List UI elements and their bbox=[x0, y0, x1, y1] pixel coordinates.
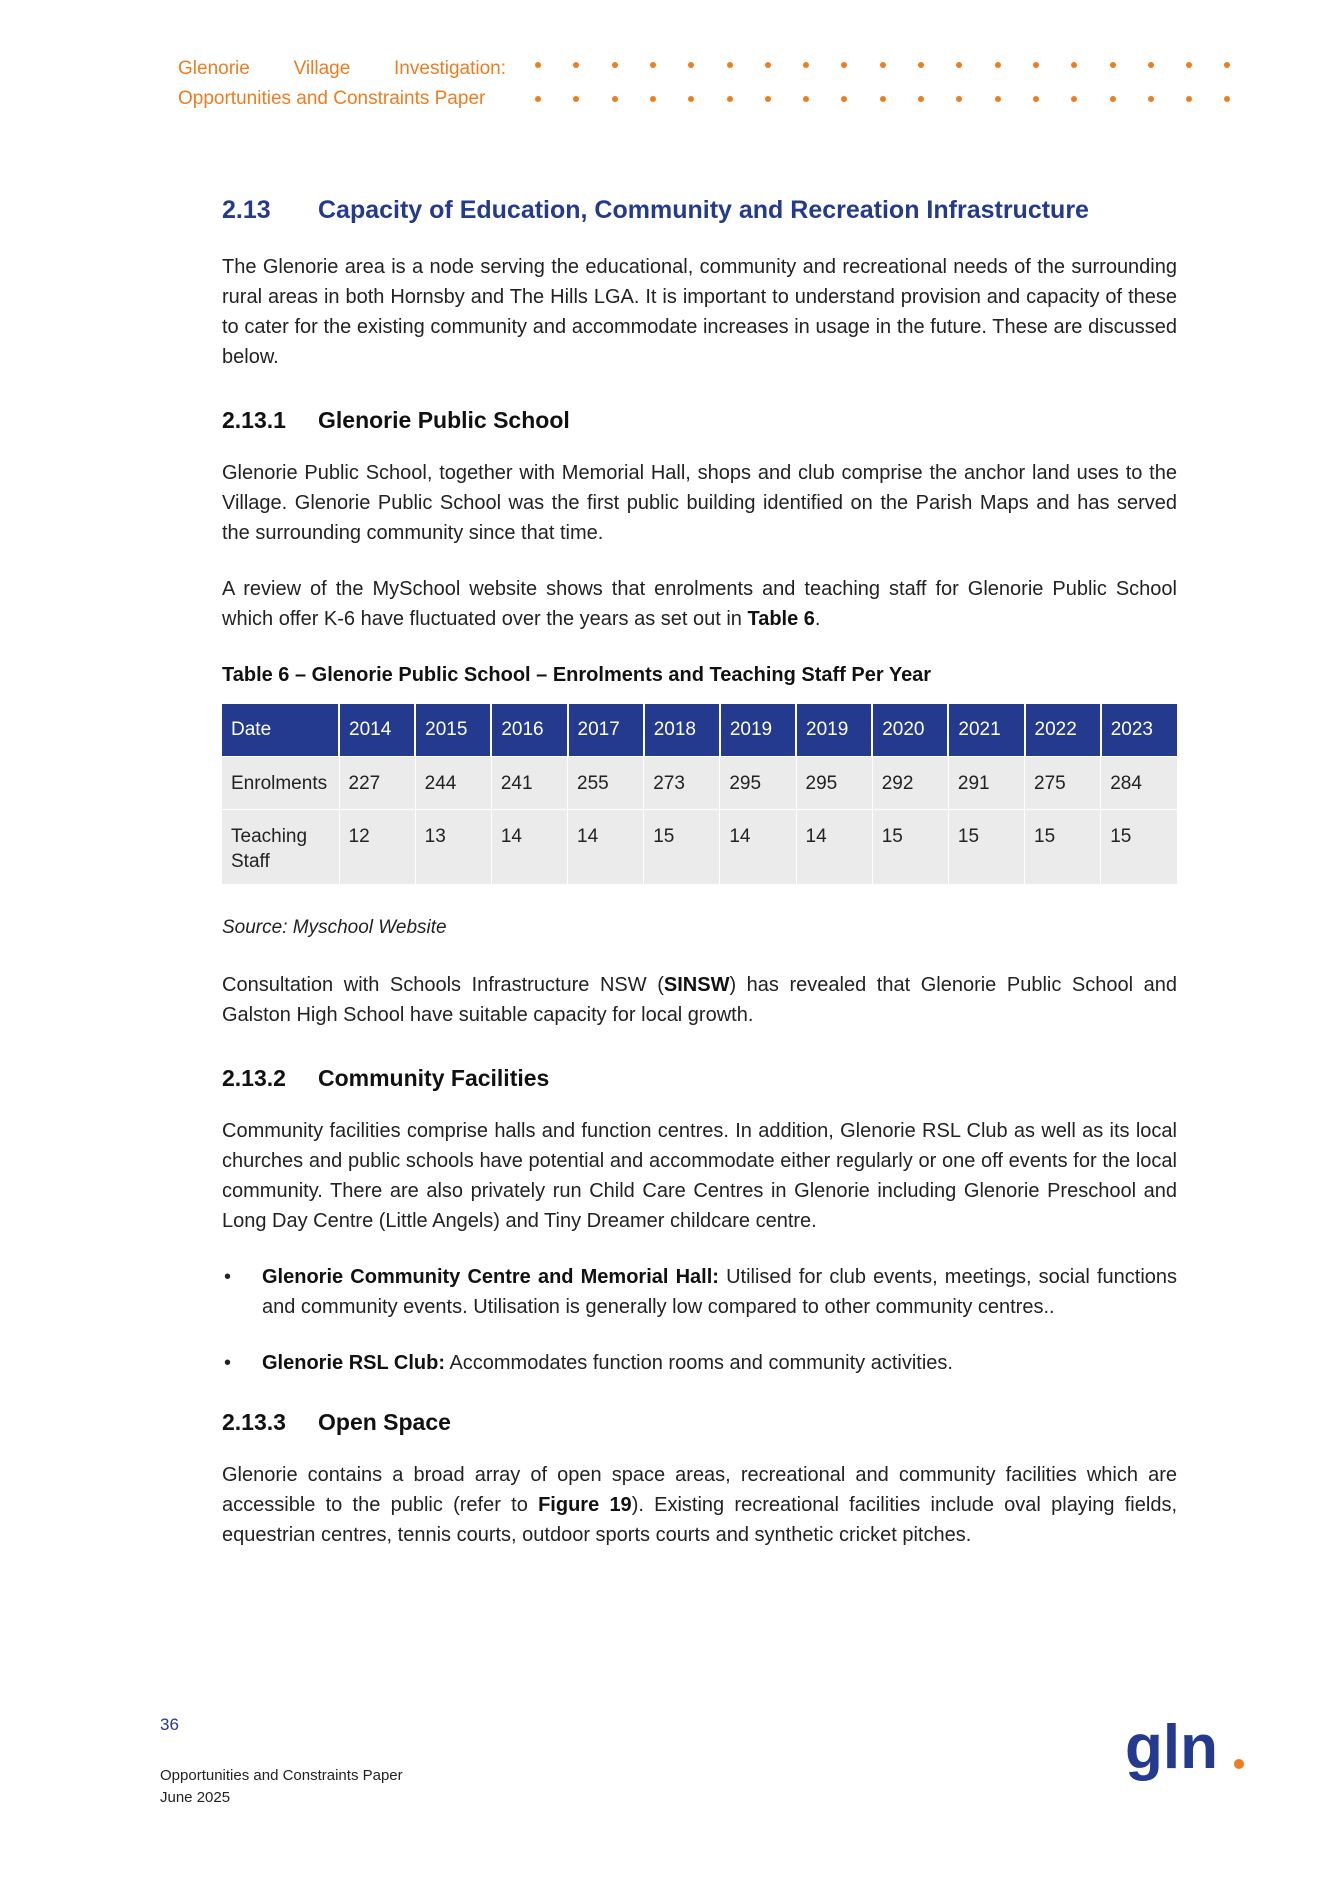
header-dot bbox=[1186, 96, 1192, 102]
table-cell: 14 bbox=[720, 810, 796, 885]
header-word: Village bbox=[293, 58, 351, 79]
header-title bbox=[178, 54, 518, 114]
table-cell: Enrolments bbox=[222, 757, 339, 810]
school-paragraph bbox=[222, 574, 1177, 634]
header-dot bbox=[1033, 96, 1039, 102]
subsection-heading bbox=[222, 402, 1177, 438]
table-header-cell: 2019 bbox=[796, 704, 872, 757]
table-cell: 14 bbox=[796, 810, 872, 885]
table-header-cell: 2020 bbox=[872, 704, 948, 757]
page-header bbox=[178, 52, 1238, 116]
table-header-row bbox=[222, 704, 1177, 757]
table-reference: Table 6 bbox=[747, 608, 815, 630]
header-dot bbox=[650, 62, 656, 68]
footer-date: June 2025 bbox=[160, 1789, 231, 1806]
header-dot bbox=[573, 96, 579, 102]
section-number: 2.13 bbox=[222, 196, 271, 224]
table-cell: Teaching Staff bbox=[222, 810, 339, 885]
section-title: Capacity of Education, Community and Recreation Infrastructure bbox=[318, 196, 1089, 224]
table-header-cell: Date bbox=[222, 704, 339, 757]
table-cell: 15 bbox=[644, 810, 720, 885]
list-item-label: Glenorie Community Centre and Memorial Hall: bbox=[262, 1266, 719, 1288]
text-run: . bbox=[814, 608, 821, 630]
header-dot bbox=[1033, 62, 1039, 68]
table-cell: 292 bbox=[872, 757, 948, 810]
list-item bbox=[222, 1348, 1177, 1378]
logo-text: gln bbox=[1125, 1720, 1218, 1782]
header-dot bbox=[995, 96, 1001, 102]
openspace-paragraph bbox=[222, 1460, 1177, 1550]
table-cell: 291 bbox=[948, 757, 1024, 810]
list-item-text: Accommodates function rooms and community activities. bbox=[444, 1352, 953, 1374]
subsection-heading bbox=[222, 1404, 1177, 1440]
table-cell: 295 bbox=[796, 757, 872, 810]
subsection-title: Open Space bbox=[318, 1409, 451, 1435]
header-dot bbox=[1071, 62, 1077, 68]
subsection-number: 2.13.3 bbox=[222, 1409, 286, 1435]
header-dot bbox=[803, 62, 809, 68]
enrolment-table bbox=[222, 704, 1177, 884]
header-dot bbox=[1110, 96, 1116, 102]
table-cell: 227 bbox=[339, 757, 415, 810]
table-cell: 244 bbox=[415, 757, 491, 810]
table-header-cell: 2017 bbox=[568, 704, 644, 757]
main-content bbox=[222, 190, 1177, 1576]
header-dot bbox=[1148, 96, 1154, 102]
table-header-cell: 2022 bbox=[1025, 704, 1101, 757]
header-dot bbox=[612, 96, 618, 102]
table-caption: Table 6 – Glenorie Public School – Enrolments and Teaching Staff Per Year bbox=[222, 664, 932, 686]
dot-row bbox=[535, 62, 1235, 96]
header-title-line1 bbox=[178, 54, 506, 84]
header-word: Investigation: bbox=[394, 58, 506, 79]
table-cell: 255 bbox=[568, 757, 644, 810]
table-cell: 15 bbox=[1101, 810, 1177, 885]
header-dot bbox=[880, 62, 886, 68]
table-cell: 284 bbox=[1101, 757, 1177, 810]
text-run: Consultation with Schools Infrastructure NSW ( bbox=[222, 974, 664, 996]
table-header-cell: 2023 bbox=[1101, 704, 1177, 757]
header-dot bbox=[612, 62, 618, 68]
page-number: 36 bbox=[160, 1715, 179, 1734]
table-header-cell: 2014 bbox=[339, 704, 415, 757]
subsection-title: Glenorie Public School bbox=[318, 407, 570, 433]
table-row bbox=[222, 810, 1177, 885]
table-header-cell: 2018 bbox=[644, 704, 720, 757]
gln-logo bbox=[1125, 1720, 1245, 1790]
list-item-label: Glenorie RSL Club: bbox=[262, 1352, 445, 1374]
subsection-number: 2.13.1 bbox=[222, 407, 286, 433]
table-header-cell: 2019 bbox=[720, 704, 796, 757]
header-dot bbox=[650, 96, 656, 102]
table-cell: 15 bbox=[1025, 810, 1101, 885]
header-dot bbox=[727, 62, 733, 68]
header-dot bbox=[1224, 62, 1230, 68]
header-dot-pattern bbox=[535, 62, 1235, 130]
table-cell: 15 bbox=[872, 810, 948, 885]
bullet-icon: • bbox=[224, 1352, 232, 1374]
text-run: A review of the MySchool website shows that enrolments and teaching staff for Glenorie Public School which offer K-6 have fluctuated over the years as set out in bbox=[222, 578, 1177, 630]
facility-list bbox=[222, 1262, 1177, 1378]
community-paragraph: Community facilities comprise halls and function centres. In addition, Glenorie RSL Club as well as its local churches and public schools have potential and accommodate either regularly or one off events for the local community. There are also privately run Child Care Centres in Glenorie including Glenorie Preschool and Long Day Centre (Little Angels) and Tiny Dreamer childcare centre. bbox=[222, 1120, 1177, 1232]
subsection-heading bbox=[222, 1060, 1177, 1096]
header-dot bbox=[688, 96, 694, 102]
header-dot bbox=[956, 96, 962, 102]
table-cell: 15 bbox=[948, 810, 1024, 885]
header-dot bbox=[765, 96, 771, 102]
acronym: SINSW bbox=[663, 974, 730, 996]
header-dot bbox=[956, 62, 962, 68]
header-dot bbox=[995, 62, 1001, 68]
header-word: Glenorie bbox=[178, 58, 250, 79]
table-cell: 13 bbox=[415, 810, 491, 885]
table-cell: 273 bbox=[644, 757, 720, 810]
header-dot bbox=[1224, 96, 1230, 102]
header-dot bbox=[1110, 62, 1116, 68]
footer-text bbox=[160, 1765, 403, 1809]
text-run: Glenorie contains a broad array of open space areas, recreational and community facilities which are accessible to the public (refer to bbox=[222, 1464, 1177, 1516]
subsection-title: Community Facilities bbox=[318, 1065, 550, 1091]
header-dot bbox=[688, 62, 694, 68]
dot-row bbox=[535, 96, 1235, 130]
header-dot bbox=[727, 96, 733, 102]
text-run: ) has revealed that Glenorie Public School and Galston High School have suitable capacity for local growth. bbox=[222, 974, 1177, 1026]
header-dot bbox=[918, 62, 924, 68]
bullet-icon: • bbox=[224, 1266, 232, 1288]
header-dot bbox=[841, 96, 847, 102]
header-dot bbox=[880, 96, 886, 102]
table-cell: 12 bbox=[339, 810, 415, 885]
header-dot bbox=[535, 96, 541, 102]
header-dot bbox=[1148, 62, 1154, 68]
header-dot bbox=[1186, 62, 1192, 68]
header-dot bbox=[535, 62, 541, 68]
header-dot bbox=[573, 62, 579, 68]
section-heading bbox=[222, 190, 1177, 230]
text-run: ). Existing recreational facilities include oval playing fields, equestrian centres, tennis courts, outdoor sports courts and synthetic cricket pitches. bbox=[222, 1494, 1177, 1546]
table-source: Source: Myschool Website bbox=[222, 917, 447, 938]
section-intro: The Glenorie area is a node serving the educational, community and recreational needs of the surrounding rural areas in both Hornsby and The Hills LGA. It is important to understand provision and capacity of these to cater for the existing community and accommodate increases in usage in the future. These are discussed below. bbox=[222, 256, 1177, 368]
school-paragraph: Glenorie Public School, together with Memorial Hall, shops and club comprise the anchor land uses to the Village. Glenorie Public School was the first public building identified on the Parish Maps and has served the surrounding community since that time. bbox=[222, 462, 1177, 544]
list-item bbox=[222, 1262, 1177, 1322]
table-header-cell: 2015 bbox=[415, 704, 491, 757]
table-cell: 295 bbox=[720, 757, 796, 810]
logo-dot bbox=[1234, 1759, 1244, 1769]
table-cell: 241 bbox=[491, 757, 567, 810]
table-cell: 14 bbox=[491, 810, 567, 885]
table-row bbox=[222, 757, 1177, 810]
header-dot bbox=[765, 62, 771, 68]
table-header-cell: 2021 bbox=[948, 704, 1024, 757]
header-dot bbox=[841, 62, 847, 68]
table-cell: 14 bbox=[568, 810, 644, 885]
header-dot bbox=[803, 96, 809, 102]
header-dot bbox=[918, 96, 924, 102]
subsection-number: 2.13.2 bbox=[222, 1065, 286, 1091]
header-title-line2: Opportunities and Constraints Paper bbox=[178, 88, 486, 109]
table-header-cell: 2016 bbox=[491, 704, 567, 757]
table-cell: 275 bbox=[1025, 757, 1101, 810]
list-item-text: Utilised for club events, meetings, social functions and community events. Utilisation is generally low compared to other community centres.. bbox=[262, 1266, 1178, 1318]
header-dot bbox=[1071, 96, 1077, 102]
figure-reference: Figure 19 bbox=[538, 1494, 632, 1516]
school-paragraph bbox=[222, 970, 1177, 1030]
footer-doc-title: Opportunities and Constraints Paper bbox=[160, 1767, 403, 1784]
